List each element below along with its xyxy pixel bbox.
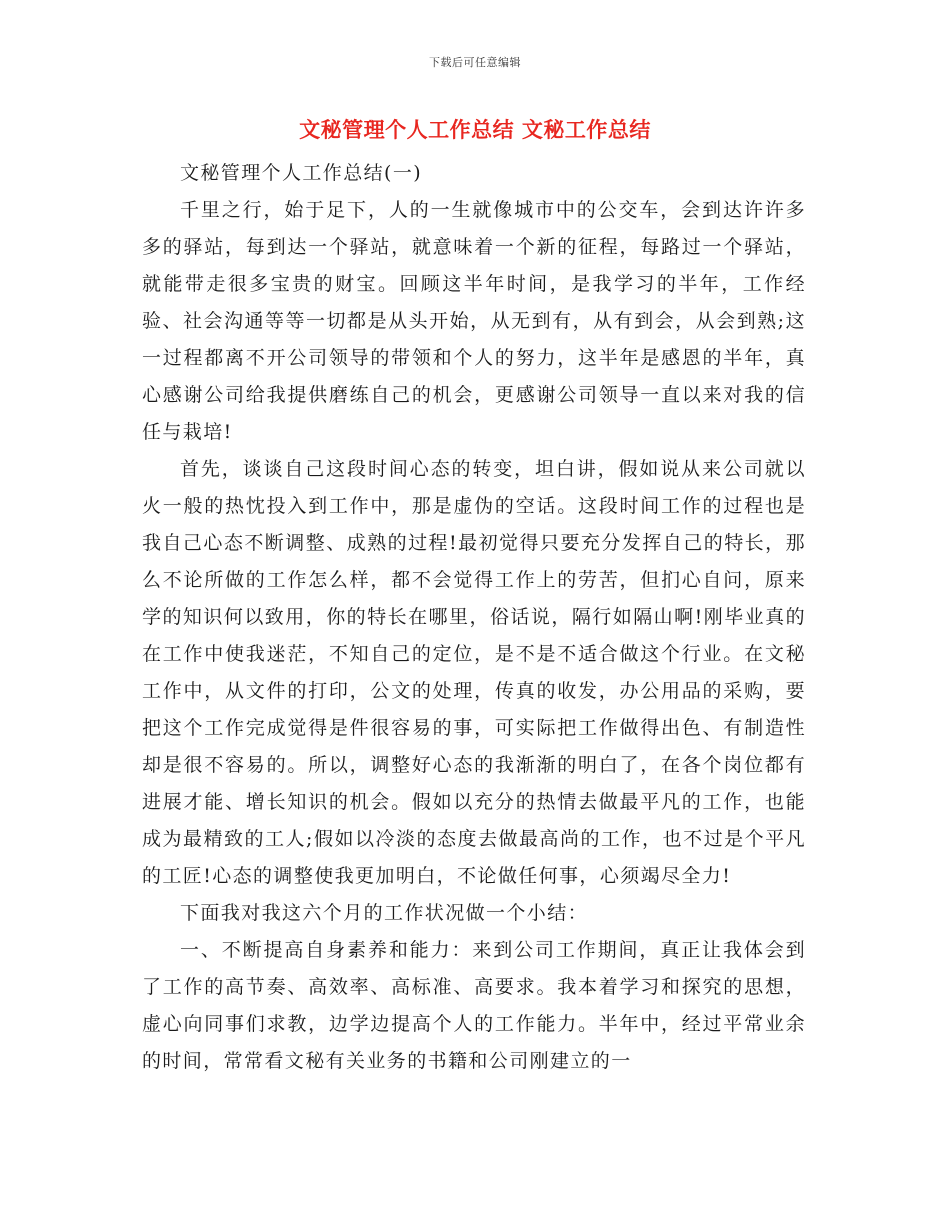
body-paragraph: 下面我对我这六个月的工作状况做一个小结：: [180, 902, 589, 924]
body-paragraph: 一、不断提高自身素养和能力：来到公司工作期间，真正让我体会到了工作的高节奏、高效率、高标准、高要求。我本着学习和探究的思想，虚心向同事们求教，边学边提高个人的工作能力。半年中，经过平常业余的时间，常常看文秘有关业务的书籍和公司刚建立的一: [142, 939, 806, 1072]
document-title: 文秘管理个人工作总结 文秘工作总结: [299, 118, 651, 142]
document-body: [142, 155, 806, 1080]
body-paragraph: 千里之行，始于足下，人的一生就像城市中的公交车，会到达许许多多的驿站，每到达一个驿站，就意味着一个新的征程，每路过一个驿站，就能带走很多宝贵的财宝。回顾这半年时间，是我学习的半年，工作经验、社会沟通等等一切都是从头开始，从无到有，从有到会，从会到熟;这一过程都离不开公司领导的带领和个人的努力，这半年是感恩的半年，真心感谢公司给我提供磨练自己的机会，更感谢公司领导一直以来对我的信任与栽培!: [142, 199, 806, 443]
body-paragraph: 首先，谈谈自己这段时间心态的转变，坦白讲，假如说从来公司就以火一般的热忱投入到工作中，那是虚伪的空话。这段时间工作的过程也是我自己心态不断调整、成熟的过程!最初觉得只要充分发挥自己的特长，那么不论所做的工作怎么样，都不会觉得工作上的劳苦，但扪心自问，原来学的知识何以致用，你的特长在哪里，俗话说，隔行如隔山啊!刚毕业真的在工作中使我迷茫，不知自己的定位，是不是不适合做这个行业。在文秘工作中，从文件的打印，公文的处理，传真的收发，办公用品的采购，要把这个工作完成觉得是件很容易的事，可实际把工作做得出色、有制造性却是很不容易的。所以，调整好心态的我渐渐的明白了，在各个岗位都有进展才能、增长知识的机会。假如以充分的热情去做最平凡的工作，也能成为最精致的工人;假如以冷淡的态度去做最高尚的工作，也不过是个平凡的工匠!心态的调整使我更加明白，不论做任何事，心须竭尽全力!: [142, 458, 806, 887]
header-note: 下载后可任意编辑: [429, 56, 521, 69]
section-heading: 文秘管理个人工作总结(一): [180, 162, 423, 184]
